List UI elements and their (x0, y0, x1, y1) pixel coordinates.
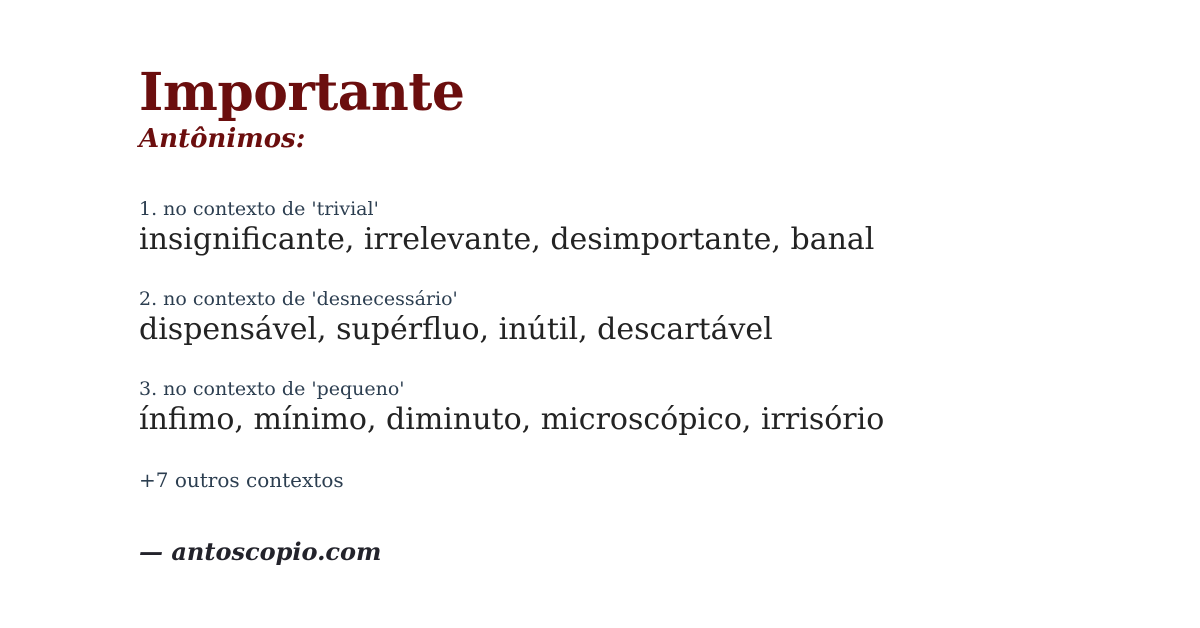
page-title: Importante (139, 62, 465, 123)
antonym-words: insignificante, irrelevante, desimportante, banal (139, 221, 875, 257)
more-contexts-note: +7 outros contextos (139, 467, 344, 492)
antonyms-heading: Antônimos: (139, 124, 306, 155)
context-sections (139, 198, 1160, 439)
context-label: 3. no contexto de 'pequeno' (139, 377, 405, 400)
context-label: 1. no contexto de 'trivial' (139, 197, 379, 220)
antonym-words: dispensável, supérfluo, inútil, descartável (139, 311, 773, 347)
antonym-words: ínfimo, mínimo, diminuto, microscópico, irrisório (139, 401, 885, 437)
attribution: — antoscopio.com (139, 536, 382, 566)
context-section-3 (139, 378, 1160, 439)
context-section-1 (139, 198, 1160, 259)
context-label: 2. no contexto de 'desnecessário' (139, 287, 458, 310)
context-section-2 (139, 288, 1160, 349)
